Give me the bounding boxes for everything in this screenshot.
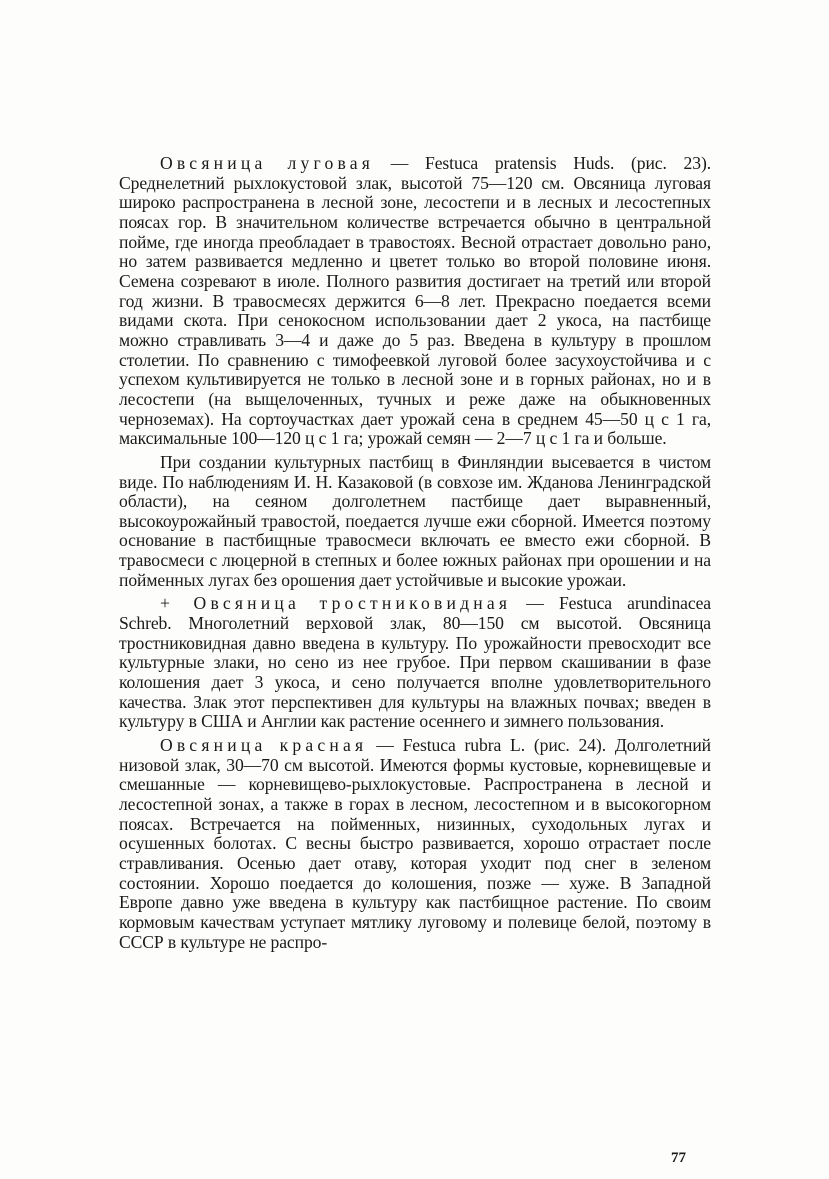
page-body [119,154,711,952]
paragraph-finland-pastures [119,453,711,591]
paragraph-text: — Festuca rubra L. (рис. 24). Долголетний низовой злак, 30—70 см высотой. Имеются формы кустовые, корневищевые и смешанные — корневищево-рыхлокустовые. Распространена в лесной и лесостепной зонах, а также в горах в лесном, лесостепном и в высокогорном поясах. Встречается на пойменных, низинных, суходольных лугах и осушенных болотах. С весны быстро развивается, хорошо отрастает после стравливания. Осенью дает отаву, которая уходит под снег в зеленом состоянии. Хорошо поедается до колошения, позже — хуже. В Западной Европе давно уже введена в культуру как пастбищное растение. По своим кормовым качествам уступает мятлику луговому и полевице белой, поэтому в СССР в культуре не распро- [119,735,711,952]
species-term: + Овсяница тростниковидная [160,593,512,614]
paragraph-text: — Festuca pratensis Huds. (рис. 23). Среднелетний рыхлокустовой злак, высотой 75—120 см. Овсяница луговая широко распространена в лесной зоне, лесостепи и в лесных и лесостепных поясах гор. В значительном количестве встречается обычно в центральной пойме, где иногда преобладает в травостоях. Весной отрастает довольно рано, но затем развивается медленно и цветет только во второй половине июня. Семена созревают в июле. Полного развития достигает на третий или второй год жизни. В травосмесях держится 6—8 лет. Прекрасно поедается всеми видами скота. При сенокосном использовании дает 2 укоса, на пастбище можно стравливать 3—4 и даже до 5 раз. Введена в культуру в прошлом столетии. По сравнению с тимофеевкой луговой более засухоустойчива и с успехом культивируется не только в лесной зоне и в горных районах, но и в лесостепи (на выщелоченных, тучных и реже даже на обыкновенных черноземах). На сортоучастках дает урожай сена в среднем 45—50 ц с 1 га, максимальные 100—120 ц с 1 га; урожай семян — 2—7 ц с 1 га и больше. [119,153,711,449]
species-term: Овсяница красная [160,735,368,756]
paragraph-festuca-arundinacea [119,594,711,732]
paragraph-festuca-rubra [119,736,711,952]
paragraph-text: При создании культурных пастбищ в Финляндии высевается в чистом виде. По наблюдениям И. Н. Казаковой (в совхозе им. Жданова Ленинградской области), на сеяном долголетнем пастбище дает выравненный, высокоурожайный травостой, поедается лучше ежи сборной. Имеется поэтому основание в пастбищные травосмеси включать ее вместо ежи сборной. В травосмеси с люцерной в степных и более южных районах при орошении и на пойменных лугах без орошения дает устойчивые и высокие урожаи. [119,451,711,590]
paragraph-text: — Festuca arundinacea Schreb. Многолетний верховой злак, 80—150 см высотой. Овсяница тростниковидная давно введена в культуру. По урожайности превосходит все культурные злаки, но сено из нее грубое. При первом скашивании в фазе колошения дает 3 укоса, и сено получается вполне удовлетворительного качества. Злак этот перспективен для культуры на влажных почвах; введен в культуру в США и Англии как растение осеннего и зимнего пользования. [119,593,711,732]
paragraph-festuca-pratensis [119,154,711,449]
species-term: Овсяница луговая [160,153,375,173]
page-number: 77 [671,1150,686,1166]
